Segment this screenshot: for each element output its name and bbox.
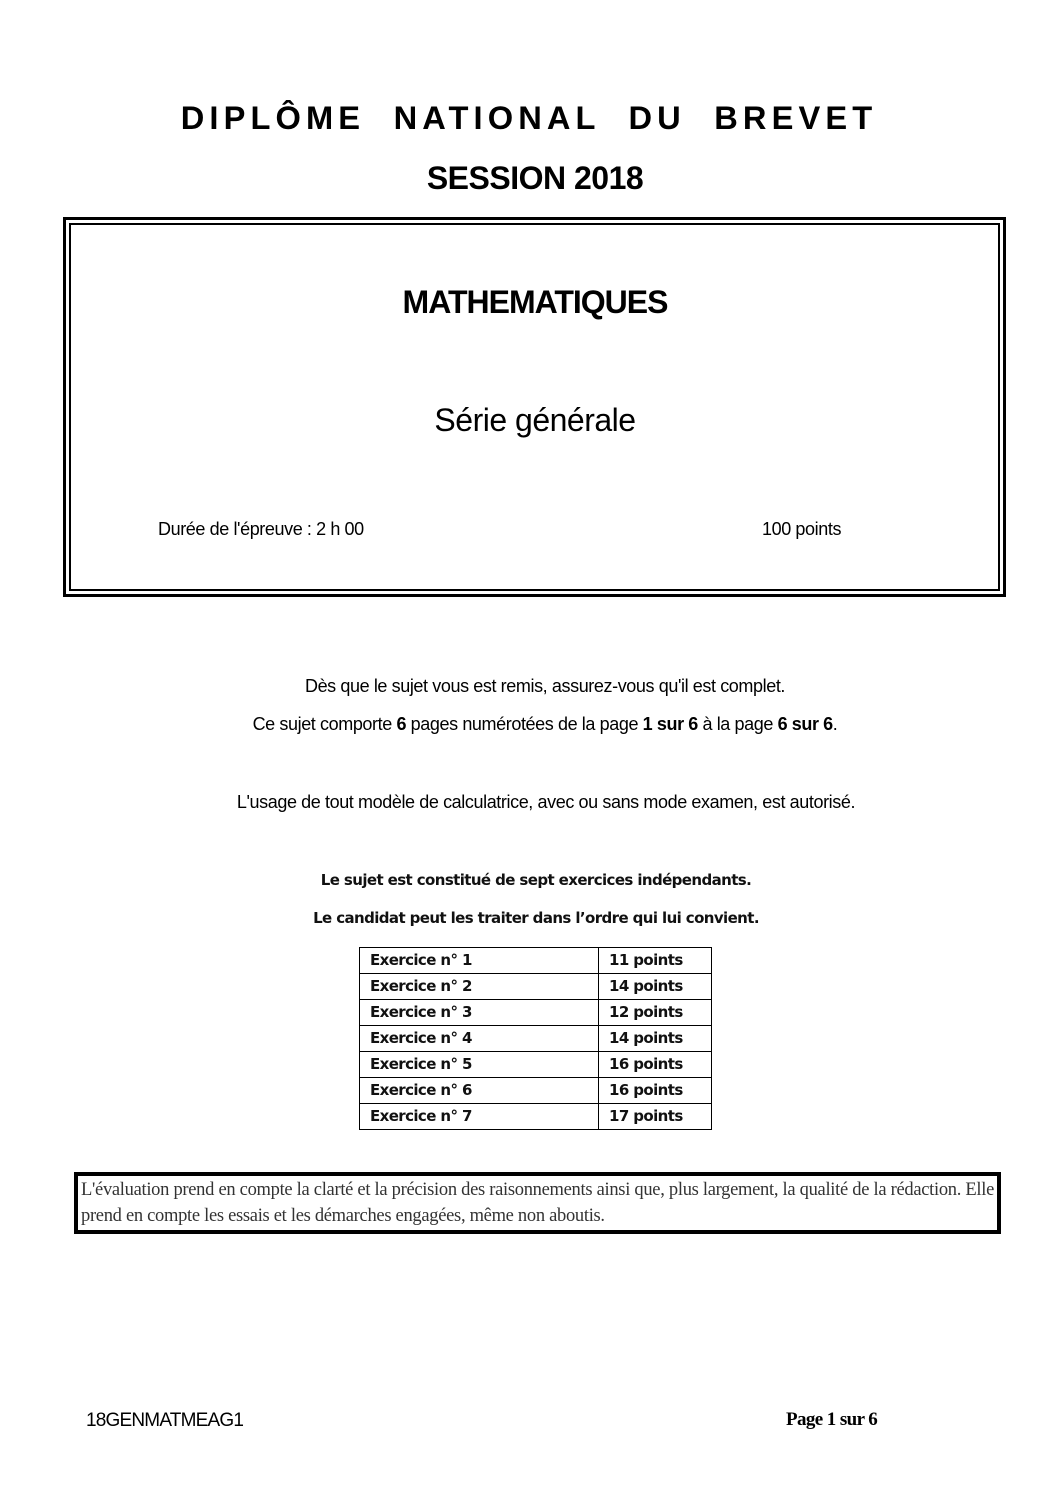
exercise-points-table xyxy=(359,947,712,1130)
subject-title: MATHEMATIQUES xyxy=(402,284,668,320)
subject-code: 18GENMATMEAG1 xyxy=(86,1410,244,1431)
table-row xyxy=(360,948,712,974)
total-points: 100 points xyxy=(762,519,842,539)
evaluation-notice-text: L'évaluation prend en compte la clarté et la précision des raisonnements ainsi que, plus largement, la qualité de la rédaction. Elle prend en compte les essais et les démarches engagées, même non aboutis. xyxy=(81,1180,994,1226)
table-row xyxy=(360,1026,712,1052)
exercise-name: Exercice n° 3 xyxy=(360,1000,599,1026)
table-row xyxy=(360,1052,712,1078)
table-row xyxy=(360,1000,712,1026)
exercise-name: Exercice n° 7 xyxy=(360,1104,599,1130)
exercise-name: Exercice n° 6 xyxy=(360,1078,599,1104)
exercise-name: Exercice n° 4 xyxy=(360,1026,599,1052)
note-independent-exercises: Le sujet est constitué de sept exercices indépendants. xyxy=(320,871,752,889)
exam-title: DIPLÔME NATIONAL DU BREVET xyxy=(180,100,878,136)
note-any-order: Le candidat peut les traiter dans l’ordre qui lui convient. xyxy=(313,909,759,927)
table-row xyxy=(360,1078,712,1104)
intro-bold: 6 xyxy=(396,714,407,734)
exercise-name: Exercice n° 1 xyxy=(360,948,599,974)
intro-text: pages numérotées de la page xyxy=(406,714,643,734)
exercise-points: 14 points xyxy=(599,974,712,1000)
intro-text: Ce sujet comporte xyxy=(252,714,397,734)
intro-text: à la page xyxy=(697,714,778,734)
exercise-points: 12 points xyxy=(599,1000,712,1026)
exercise-points: 17 points xyxy=(599,1104,712,1130)
page-number: Page 1 sur 6 xyxy=(786,1409,878,1430)
series-label: Série générale xyxy=(434,402,636,438)
table-row xyxy=(360,1104,712,1130)
intro-bold: 1 sur 6 xyxy=(642,714,698,734)
intro-check-completeness: Dès que le sujet vous est remis, assurez-vous qu'il est complet. xyxy=(304,676,786,696)
exercise-name: Exercice n° 2 xyxy=(360,974,599,1000)
exercise-points: 14 points xyxy=(599,1026,712,1052)
exam-duration: Durée de l'épreuve : 2 h 00 xyxy=(158,519,364,539)
exercise-name: Exercice n° 5 xyxy=(360,1052,599,1078)
session-title: SESSION 2018 xyxy=(426,160,644,196)
evaluation-notice-box xyxy=(74,1172,1001,1234)
intro-text: . xyxy=(832,714,838,734)
intro-calculator-policy: L'usage de tout modèle de calculatrice, avec ou sans mode examen, est autorisé. xyxy=(236,792,856,812)
exercise-points: 11 points xyxy=(599,948,712,974)
exercise-points: 16 points xyxy=(599,1052,712,1078)
intro-page-count xyxy=(0,714,1058,735)
table-row xyxy=(360,974,712,1000)
intro-bold: 6 sur 6 xyxy=(777,714,833,734)
exercise-points: 16 points xyxy=(599,1078,712,1104)
